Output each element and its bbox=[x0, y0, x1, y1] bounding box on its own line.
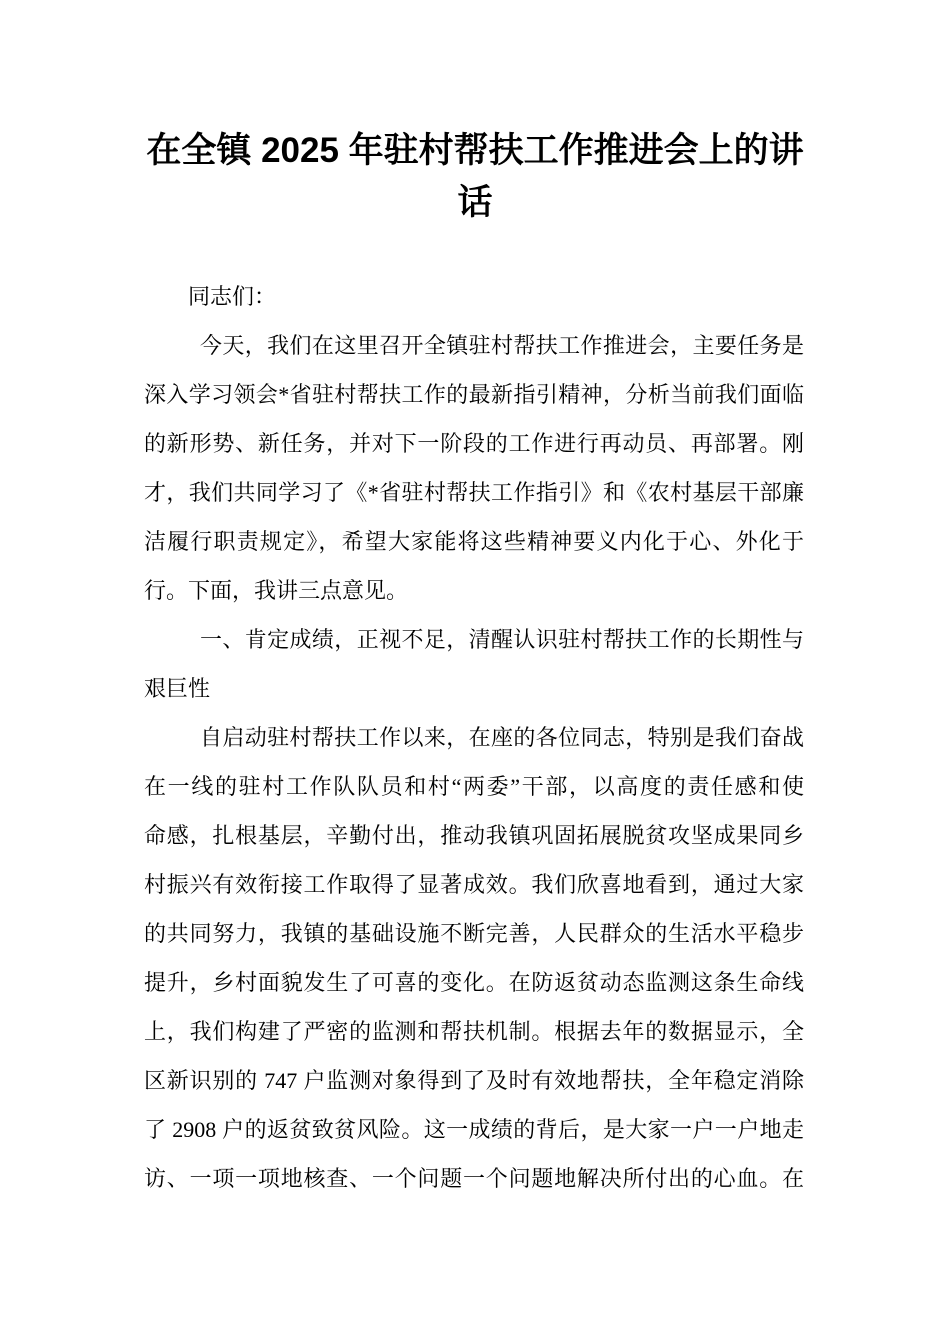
body-line-section-heading: 一、肯定成绩，正视不足，清醒认识驻村帮扶工作的长期性与 bbox=[200, 627, 804, 652]
document-title bbox=[0, 0, 950, 229]
body-line: 自启动驻村帮扶工作以来，在座的各位同志，特别是我们奋战 bbox=[200, 725, 804, 750]
body-line-section-heading-cont: 艰巨性 bbox=[144, 676, 211, 701]
body-line: 区新识别的 747 户监测对象得到了及时有效地帮扶，全年稳定消除 bbox=[144, 1068, 804, 1093]
body-line: 命感，扎根基层，辛勤付出，推动我镇巩固拓展脱贫攻坚成果同乡 bbox=[144, 823, 804, 848]
body-line: 今天，我们在这里召开全镇驻村帮扶工作推进会，主要任务是 bbox=[200, 333, 804, 358]
body-line: 上，我们构建了严密的监测和帮扶机制。根据去年的数据显示，全 bbox=[144, 1019, 804, 1044]
body-line-salutation: 同志们： bbox=[188, 284, 277, 309]
body-line: 提升，乡村面貌发生了可喜的变化。在防返贫动态监测这条生命线 bbox=[144, 970, 804, 995]
body-line: 行。下面，我讲三点意见。 bbox=[144, 578, 409, 603]
document-body bbox=[144, 272, 804, 1203]
body-line: 的新形势、新任务，并对下一阶段的工作进行再动员、再部署。刚 bbox=[144, 431, 804, 456]
body-line: 在一线的驻村工作队队员和村“两委”干部，以高度的责任感和使 bbox=[144, 774, 804, 799]
body-line: 村振兴有效衔接工作取得了显著成效。我们欣喜地看到，通过大家 bbox=[144, 872, 804, 897]
title-line-2: 话 bbox=[457, 183, 493, 222]
body-line: 了 2908 户的返贫致贫风险。这一成绩的背后，是大家一户一户地走 bbox=[144, 1117, 804, 1142]
body-line: 洁履行职责规定》，希望大家能将这些精神要义内化于心、外化于 bbox=[144, 529, 804, 554]
body-line: 的共同努力，我镇的基础设施不断完善，人民群众的生活水平稳步 bbox=[144, 921, 804, 946]
body-line: 访、一项一项地核查、一个问题一个问题地解决所付出的心血。在 bbox=[144, 1166, 804, 1191]
body-line: 才，我们共同学习了《*省驻村帮扶工作指引》和《农村基层干部廉 bbox=[144, 480, 804, 505]
body-line: 深入学习领会*省驻村帮扶工作的最新指引精神，分析当前我们面临 bbox=[144, 382, 804, 407]
title-line-1: 在全镇 2025 年驻村帮扶工作推进会上的讲 bbox=[146, 131, 804, 170]
